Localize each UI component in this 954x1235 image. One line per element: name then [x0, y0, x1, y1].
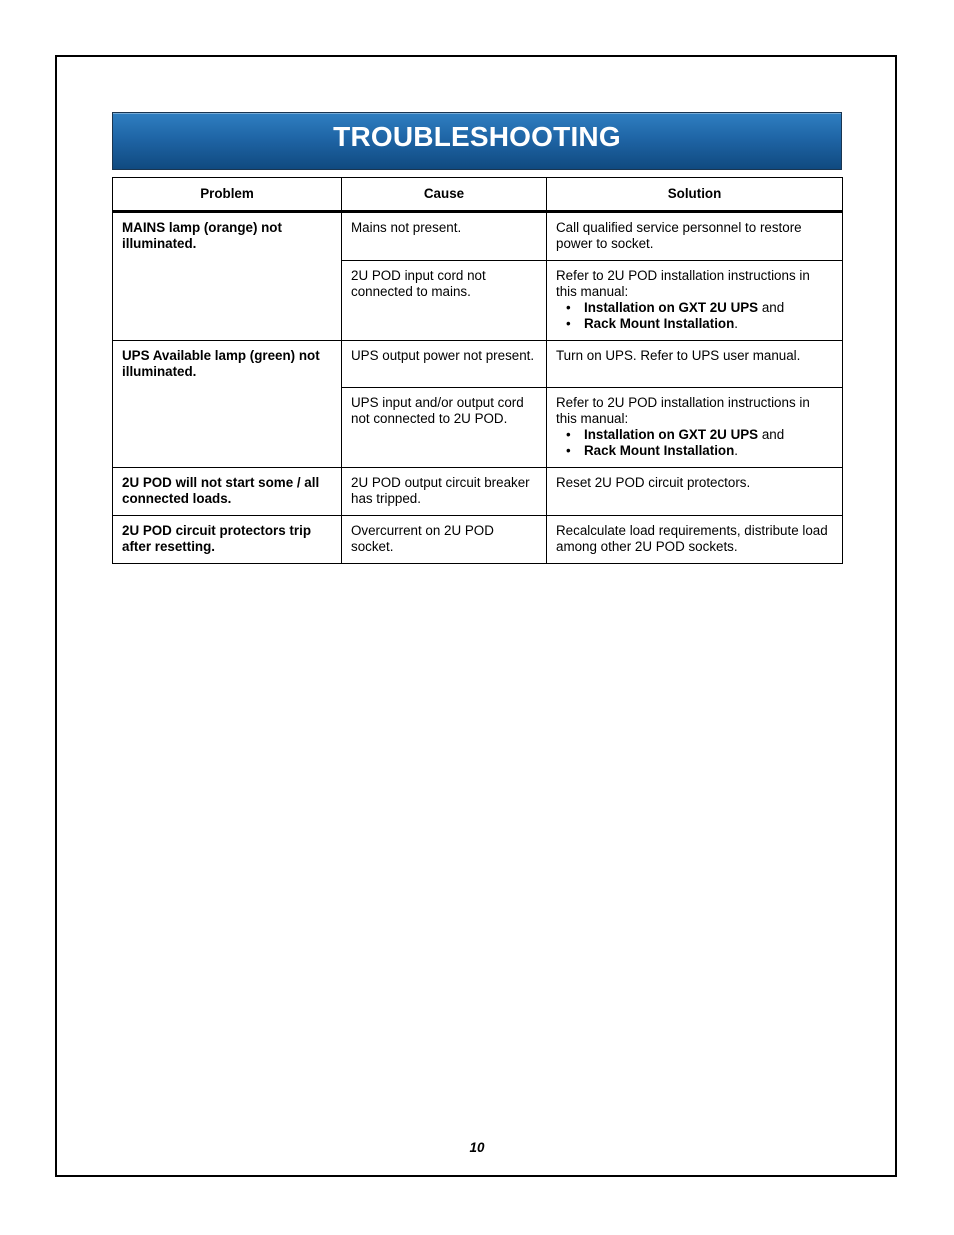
list-item — [566, 427, 834, 443]
section-reference: Rack Mount Installation — [584, 316, 735, 331]
section-reference: Rack Mount Installation — [584, 443, 735, 458]
list-item — [566, 300, 834, 316]
section-title: TROUBLESHOOTING — [333, 121, 621, 152]
table-row — [113, 212, 843, 261]
solution-cell: Recalculate load requirements, distribute load among other 2U POD sockets. — [547, 516, 843, 564]
bullet-tail: and — [758, 300, 785, 315]
problem-cell: MAINS lamp (orange) not illuminated. — [113, 212, 342, 341]
solution-intro: Refer to 2U POD installation instructions in this manual: — [556, 268, 810, 299]
solution-cell: Call qualified service personnel to restore power to socket. — [547, 212, 843, 261]
table-header-row — [113, 178, 843, 212]
section-reference: Installation on GXT 2U UPS — [584, 300, 759, 315]
column-header-solution: Solution — [547, 178, 843, 212]
troubleshooting-table — [112, 177, 843, 564]
cause-cell: UPS output power not present. — [342, 341, 547, 388]
bullet-tail: . — [734, 443, 739, 458]
section-reference: Installation on GXT 2U UPS — [584, 427, 759, 442]
column-header-cause: Cause — [342, 178, 547, 212]
solution-cell: Reset 2U POD circuit protectors. — [547, 468, 843, 516]
table-row — [113, 516, 843, 564]
cause-cell: 2U POD output circuit breaker has tripped. — [342, 468, 547, 516]
section-title-banner — [112, 112, 842, 170]
solution-cell — [547, 261, 843, 341]
problem-cell: 2U POD will not start some / all connected loads. — [113, 468, 342, 516]
bullet-tail: . — [734, 316, 739, 331]
cause-cell: Overcurrent on 2U POD socket. — [342, 516, 547, 564]
solution-bullet-list — [556, 427, 834, 459]
cause-cell: UPS input and/or output cord not connected to 2U POD. — [342, 388, 547, 468]
cause-cell: 2U POD input cord not connected to mains. — [342, 261, 547, 341]
problem-cell: 2U POD circuit protectors trip after resetting. — [113, 516, 342, 564]
column-header-problem: Problem — [113, 178, 342, 212]
page-number: 10 — [469, 1140, 485, 1155]
cause-cell: Mains not present. — [342, 212, 547, 261]
list-item — [566, 443, 834, 459]
bullet-tail: and — [758, 427, 785, 442]
table-row — [113, 468, 843, 516]
table-row — [113, 341, 843, 388]
solution-cell — [547, 388, 843, 468]
solution-bullet-list — [556, 300, 834, 332]
solution-cell: Turn on UPS. Refer to UPS user manual. — [547, 341, 843, 388]
problem-cell: UPS Available lamp (green) not illuminated. — [113, 341, 342, 468]
list-item — [566, 316, 834, 332]
solution-intro: Refer to 2U POD installation instructions in this manual: — [556, 395, 810, 426]
